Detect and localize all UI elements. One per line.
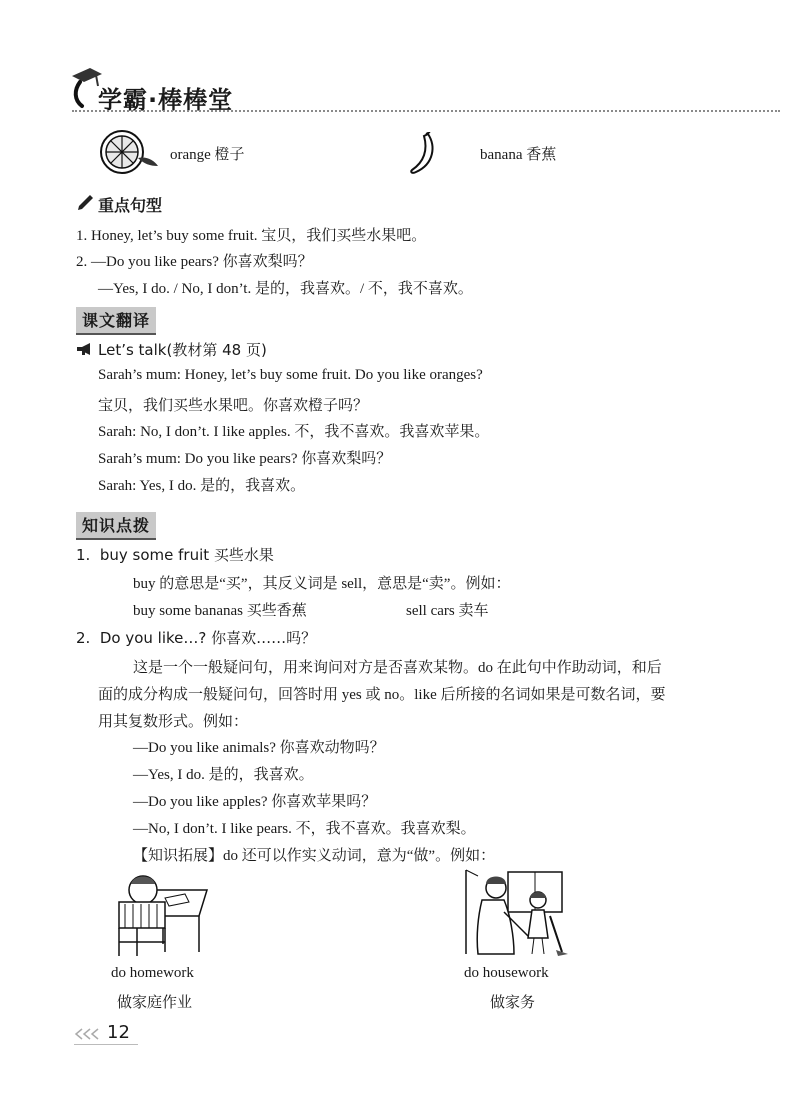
- knowledge-item1-example-b: sell cars 卖车: [406, 603, 489, 619]
- translation-line-4: Sarah’s mum: Do you like pears? 你喜欢梨吗？: [98, 451, 392, 467]
- translation-line-2: 宝贝，我们买些水果吧。你喜欢橙子吗？: [98, 398, 369, 414]
- key-sentence-3: —Yes, I do. / No, I don’t. 是的，我喜欢。/ 不，我不喜欢。: [98, 281, 473, 297]
- footer-rule: [74, 1044, 138, 1045]
- homework-illustration: [103, 872, 213, 962]
- knowledge-item2-heading: 2. Do you like…? 你喜欢……吗？: [76, 629, 317, 647]
- knowledge-item2-example-1: —Do you like animals? 你喜欢动物吗？: [133, 740, 385, 756]
- knowledge-item2-example-3: —Do you like apples? 你喜欢苹果吗？: [133, 794, 377, 810]
- page-number: 12: [107, 1022, 130, 1043]
- knowledge-item2-para-1: 这是一个一般疑问句，用来询问对方是否喜欢某物。do 在此句中作助动词，和后: [133, 660, 662, 676]
- translation-subheading: Let’s talk(教材第 48 页): [98, 341, 267, 359]
- page-arrows-icon: [74, 1026, 104, 1045]
- knowledge-item1-line1: buy 的意思是“买”，其反义词是 sell，意思是“卖”。例如：: [133, 576, 511, 592]
- translation-line-5: Sarah: Yes, I do. 是的，我喜欢。: [98, 478, 306, 494]
- figure-homework-en: do homework: [111, 965, 194, 981]
- knowledge-item1-example-a: buy some bananas 买些香蕉: [133, 603, 307, 619]
- knowledge-item2-para-3: 用其复数形式。例如：: [98, 714, 249, 730]
- vocab-banana: banana 香蕉: [480, 147, 557, 163]
- translation-line-3: Sarah: No, I don’t. I like apples. 不，我不喜欢。我喜欢苹果。: [98, 424, 490, 440]
- key-sentence-2: 2. —Do you like pears? 你喜欢梨吗？: [76, 254, 313, 270]
- header-divider: [72, 110, 780, 112]
- key-sentence-1: 1. Honey, let’s buy some fruit. 宝贝，我们买些水果吧。: [76, 228, 427, 244]
- figure-housework-en: do housework: [464, 965, 549, 981]
- megaphone-icon: [76, 341, 94, 360]
- knowledge-item2-example-2: —Yes, I do. 是的，我喜欢。: [133, 767, 314, 783]
- translation-tag: 课文翻译: [76, 307, 156, 335]
- knowledge-item2-para-2: 面的成分构成一般疑问句，回答时用 yes 或 no。like 后所接的名词如果是可数名词，要: [98, 687, 666, 703]
- knowledge-item2-example-4: —No, I don’t. I like pears. 不，我不喜欢。我喜欢梨。: [133, 821, 476, 837]
- knowledge-item1-heading: 1. buy some fruit 买些水果: [76, 546, 274, 564]
- figure-housework-zh: 做家务: [490, 995, 536, 1011]
- header-title: 学霸·棒棒堂: [98, 86, 234, 114]
- vocab-orange: orange 橙子: [170, 147, 245, 163]
- key-sentences-heading: 重点句型: [98, 196, 163, 215]
- banana-icon: [406, 132, 440, 180]
- knowledge-tag: 知识点拨: [76, 512, 156, 540]
- knowledge-item2-extension: 【知识拓展】do 还可以作实义动词，意为“做”。例如：: [133, 848, 496, 864]
- housework-illustration: [458, 866, 568, 962]
- pencil-icon: [76, 194, 94, 216]
- translation-line-1: Sarah’s mum: Honey, let’s buy some fruit. Do you like oranges?: [98, 367, 483, 383]
- orange-icon: [98, 128, 162, 180]
- figure-homework-zh: 做家庭作业: [117, 995, 193, 1011]
